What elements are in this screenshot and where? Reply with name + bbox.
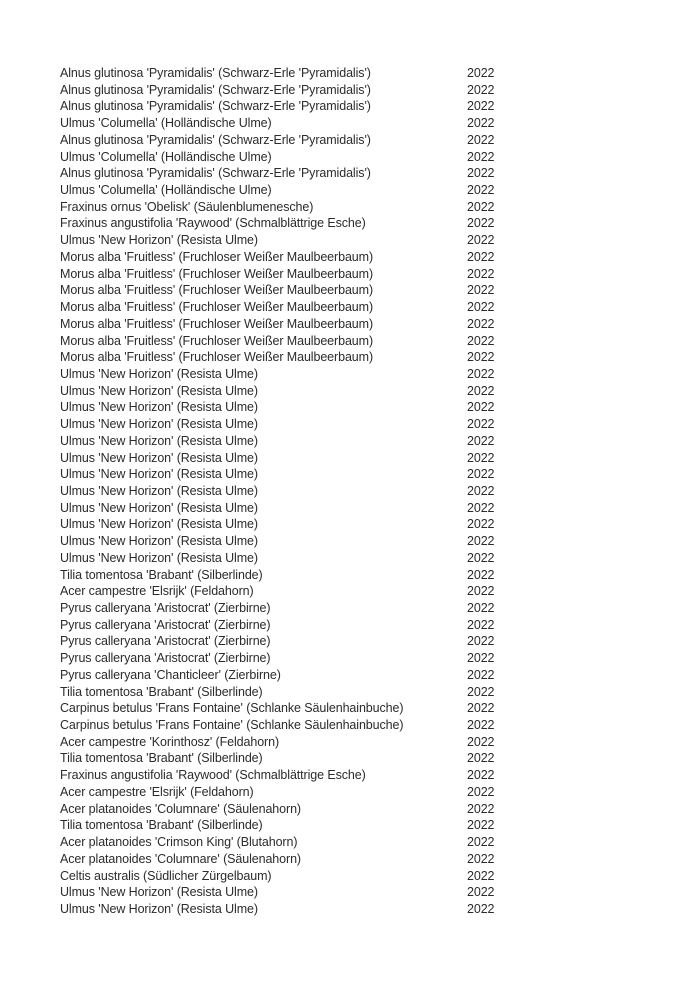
year-cell: 2022 bbox=[467, 667, 495, 682]
year-cell: 2022 bbox=[467, 99, 495, 114]
year-cell: 2022 bbox=[467, 266, 495, 281]
year-cell: 2022 bbox=[467, 483, 495, 498]
year-cell: 2022 bbox=[467, 199, 495, 214]
year-cell: 2022 bbox=[467, 366, 495, 381]
species-cell: Pyrus calleryana 'Aristocrat' (Zierbirne) bbox=[60, 601, 271, 615]
table-row bbox=[60, 366, 660, 383]
table-row bbox=[60, 349, 660, 366]
table-row bbox=[60, 667, 660, 684]
species-cell: Morus alba 'Fruitless' (Fruchloser Weißer Maulbeerbaum) bbox=[60, 266, 374, 281]
year-cell: 2022 bbox=[467, 768, 495, 783]
year-cell: 2022 bbox=[467, 300, 495, 315]
year-cell: 2022 bbox=[467, 233, 495, 248]
table-row bbox=[60, 466, 660, 483]
year-cell: 2022 bbox=[467, 249, 495, 264]
table-row bbox=[60, 567, 660, 584]
year-cell: 2022 bbox=[467, 901, 495, 916]
table-row bbox=[60, 82, 660, 99]
year-cell: 2022 bbox=[467, 66, 495, 80]
species-cell: Tilia tomentosa 'Brabant' (Silberlinde) bbox=[60, 818, 263, 833]
species-cell: Acer platanoides 'Crimson King' (Blutahorn) bbox=[60, 835, 298, 850]
year-cell: 2022 bbox=[467, 751, 495, 766]
year-cell: 2022 bbox=[467, 149, 495, 164]
species-cell: Acer campestre 'Elsrijk' (Feldahorn) bbox=[60, 784, 254, 799]
year-cell: 2022 bbox=[467, 116, 495, 131]
table-row bbox=[60, 617, 660, 634]
year-cell: 2022 bbox=[467, 801, 495, 816]
species-cell: Ulmus 'New Horizon' (Resista Ulme) bbox=[60, 901, 258, 916]
year-cell: 2022 bbox=[467, 851, 495, 866]
year-cell: 2022 bbox=[467, 584, 495, 599]
species-cell: Pyrus calleryana 'Aristocrat' (Zierbirne) bbox=[60, 617, 271, 632]
species-cell: Carpinus betulus 'Frans Fontaine' (Schlanke Säulenhainbuche) bbox=[60, 701, 404, 716]
table-row bbox=[60, 868, 660, 885]
table-row bbox=[60, 633, 660, 650]
table-row bbox=[60, 801, 660, 818]
year-cell: 2022 bbox=[467, 132, 495, 147]
species-cell: Alnus glutinosa 'Pyramidalis' (Schwarz-Erle 'Pyramidalis') bbox=[60, 132, 371, 147]
table-row bbox=[60, 516, 660, 533]
table-row bbox=[60, 784, 660, 801]
species-cell: Ulmus 'New Horizon' (Resista Ulme) bbox=[60, 500, 258, 515]
table-row bbox=[60, 149, 660, 166]
species-cell: Morus alba 'Fruitless' (Fruchloser Weißer Maulbeerbaum) bbox=[60, 350, 374, 365]
species-cell: Ulmus 'New Horizon' (Resista Ulme) bbox=[60, 383, 258, 398]
year-cell: 2022 bbox=[467, 684, 495, 699]
table-row bbox=[60, 834, 660, 851]
species-cell: Acer campestre 'Korinthosz' (Feldahorn) bbox=[60, 734, 280, 749]
species-cell: Morus alba 'Fruitless' (Fruchloser Weißer Maulbeerbaum) bbox=[60, 316, 374, 331]
year-cell: 2022 bbox=[467, 82, 495, 97]
species-cell: Tilia tomentosa 'Brabant' (Silberlinde) bbox=[60, 751, 263, 766]
year-cell: 2022 bbox=[467, 166, 495, 181]
year-cell: 2022 bbox=[467, 517, 495, 532]
species-cell: Alnus glutinosa 'Pyramidalis' (Schwarz-Erle 'Pyramidalis') bbox=[60, 82, 371, 97]
species-cell: Ulmus 'New Horizon' (Resista Ulme) bbox=[60, 517, 258, 532]
table-row bbox=[60, 266, 660, 283]
table-row bbox=[60, 282, 660, 299]
year-cell: 2022 bbox=[467, 835, 495, 850]
year-cell: 2022 bbox=[467, 433, 495, 448]
table-row bbox=[60, 750, 660, 767]
year-cell: 2022 bbox=[467, 550, 495, 565]
year-cell: 2022 bbox=[467, 400, 495, 415]
table-row bbox=[60, 65, 660, 82]
year-cell: 2022 bbox=[467, 316, 495, 331]
table-row bbox=[60, 600, 660, 617]
table-row bbox=[60, 767, 660, 784]
species-cell: Alnus glutinosa 'Pyramidalis' (Schwarz-Erle 'Pyramidalis') bbox=[60, 99, 371, 114]
species-cell: Tilia tomentosa 'Brabant' (Silberlinde) bbox=[60, 567, 263, 582]
table-row bbox=[60, 249, 660, 266]
species-cell: Acer campestre 'Elsrijk' (Feldahorn) bbox=[60, 584, 254, 599]
species-cell: Fraxinus ornus 'Obelisk' (Säulenblumenesche) bbox=[60, 199, 314, 214]
table-row bbox=[60, 333, 660, 350]
species-cell: Morus alba 'Fruitless' (Fruchloser Weißer Maulbeerbaum) bbox=[60, 249, 374, 264]
species-cell: Ulmus 'New Horizon' (Resista Ulme) bbox=[60, 400, 258, 415]
year-cell: 2022 bbox=[467, 701, 495, 716]
table-row bbox=[60, 734, 660, 751]
table-row bbox=[60, 550, 660, 567]
table-row bbox=[60, 182, 660, 199]
table-row bbox=[60, 500, 660, 517]
table-row bbox=[60, 132, 660, 149]
year-cell: 2022 bbox=[467, 734, 495, 749]
species-cell: Ulmus 'New Horizon' (Resista Ulme) bbox=[60, 450, 258, 465]
table-row bbox=[60, 851, 660, 868]
table-row bbox=[60, 650, 660, 667]
species-cell: Ulmus 'Columella' (Holländische Ulme) bbox=[60, 116, 272, 131]
tree-species-list bbox=[60, 65, 660, 918]
year-cell: 2022 bbox=[467, 450, 495, 465]
table-row bbox=[60, 399, 660, 416]
year-cell: 2022 bbox=[467, 634, 495, 649]
table-row bbox=[60, 433, 660, 450]
year-cell: 2022 bbox=[467, 283, 495, 298]
species-cell: Pyrus calleryana 'Aristocrat' (Zierbirne) bbox=[60, 634, 271, 649]
species-cell: Morus alba 'Fruitless' (Fruchloser Weißer Maulbeerbaum) bbox=[60, 300, 374, 315]
species-cell: Celtis australis (Südlicher Zürgelbaum) bbox=[60, 868, 272, 883]
year-cell: 2022 bbox=[467, 885, 495, 900]
year-cell: 2022 bbox=[467, 183, 495, 198]
table-row bbox=[60, 684, 660, 701]
table-row bbox=[60, 199, 660, 216]
species-cell: Tilia tomentosa 'Brabant' (Silberlinde) bbox=[60, 684, 263, 699]
species-cell: Alnus glutinosa 'Pyramidalis' (Schwarz-Erle 'Pyramidalis') bbox=[60, 66, 371, 80]
year-cell: 2022 bbox=[467, 601, 495, 615]
species-cell: Ulmus 'New Horizon' (Resista Ulme) bbox=[60, 885, 258, 900]
species-cell: Ulmus 'New Horizon' (Resista Ulme) bbox=[60, 233, 258, 248]
table-row bbox=[60, 533, 660, 550]
table-row bbox=[60, 165, 660, 182]
table-row bbox=[60, 817, 660, 834]
species-cell: Acer platanoides 'Columnare' (Säulenahorn) bbox=[60, 851, 301, 866]
year-cell: 2022 bbox=[467, 467, 495, 482]
species-cell: Ulmus 'Columella' (Holländische Ulme) bbox=[60, 183, 272, 198]
species-cell: Morus alba 'Fruitless' (Fruchloser Weißer Maulbeerbaum) bbox=[60, 333, 374, 348]
species-cell: Ulmus 'New Horizon' (Resista Ulme) bbox=[60, 417, 258, 432]
species-cell: Ulmus 'New Horizon' (Resista Ulme) bbox=[60, 483, 258, 498]
year-cell: 2022 bbox=[467, 818, 495, 833]
species-cell: Morus alba 'Fruitless' (Fruchloser Weißer Maulbeerbaum) bbox=[60, 283, 374, 298]
species-cell: Acer platanoides 'Columnare' (Säulenahorn) bbox=[60, 801, 301, 816]
table-row bbox=[60, 416, 660, 433]
year-cell: 2022 bbox=[467, 651, 495, 666]
species-cell: Pyrus calleryana 'Aristocrat' (Zierbirne) bbox=[60, 651, 271, 666]
species-cell: Carpinus betulus 'Frans Fontaine' (Schlanke Säulenhainbuche) bbox=[60, 718, 404, 733]
year-cell: 2022 bbox=[467, 383, 495, 398]
table-row bbox=[60, 98, 660, 115]
species-cell: Ulmus 'New Horizon' (Resista Ulme) bbox=[60, 550, 258, 565]
year-cell: 2022 bbox=[467, 567, 495, 582]
year-cell: 2022 bbox=[467, 784, 495, 799]
table-row bbox=[60, 901, 660, 918]
table-row bbox=[60, 700, 660, 717]
year-cell: 2022 bbox=[467, 617, 495, 632]
table-row bbox=[60, 583, 660, 600]
year-cell: 2022 bbox=[467, 417, 495, 432]
species-cell: Ulmus 'New Horizon' (Resista Ulme) bbox=[60, 467, 258, 482]
year-cell: 2022 bbox=[467, 350, 495, 365]
species-cell: Ulmus 'New Horizon' (Resista Ulme) bbox=[60, 433, 258, 448]
species-cell: Fraxinus angustifolia 'Raywood' (Schmalblättrige Esche) bbox=[60, 768, 366, 783]
year-cell: 2022 bbox=[467, 534, 495, 549]
table-row bbox=[60, 215, 660, 232]
table-row bbox=[60, 483, 660, 500]
table-row bbox=[60, 884, 660, 901]
year-cell: 2022 bbox=[467, 868, 495, 883]
species-cell: Ulmus 'New Horizon' (Resista Ulme) bbox=[60, 366, 258, 381]
table-row bbox=[60, 232, 660, 249]
table-row bbox=[60, 717, 660, 734]
year-cell: 2022 bbox=[467, 216, 495, 231]
year-cell: 2022 bbox=[467, 718, 495, 733]
species-cell: Ulmus 'New Horizon' (Resista Ulme) bbox=[60, 534, 258, 549]
table-row bbox=[60, 450, 660, 467]
year-cell: 2022 bbox=[467, 333, 495, 348]
table-row bbox=[60, 383, 660, 400]
year-cell: 2022 bbox=[467, 500, 495, 515]
table-row bbox=[60, 115, 660, 132]
species-cell: Pyrus calleryana 'Chanticleer' (Zierbirne) bbox=[60, 667, 281, 682]
species-cell: Alnus glutinosa 'Pyramidalis' (Schwarz-Erle 'Pyramidalis') bbox=[60, 166, 371, 181]
species-cell: Fraxinus angustifolia 'Raywood' (Schmalblättrige Esche) bbox=[60, 216, 366, 231]
table-row bbox=[60, 316, 660, 333]
species-cell: Ulmus 'Columella' (Holländische Ulme) bbox=[60, 149, 272, 164]
table-row bbox=[60, 299, 660, 316]
